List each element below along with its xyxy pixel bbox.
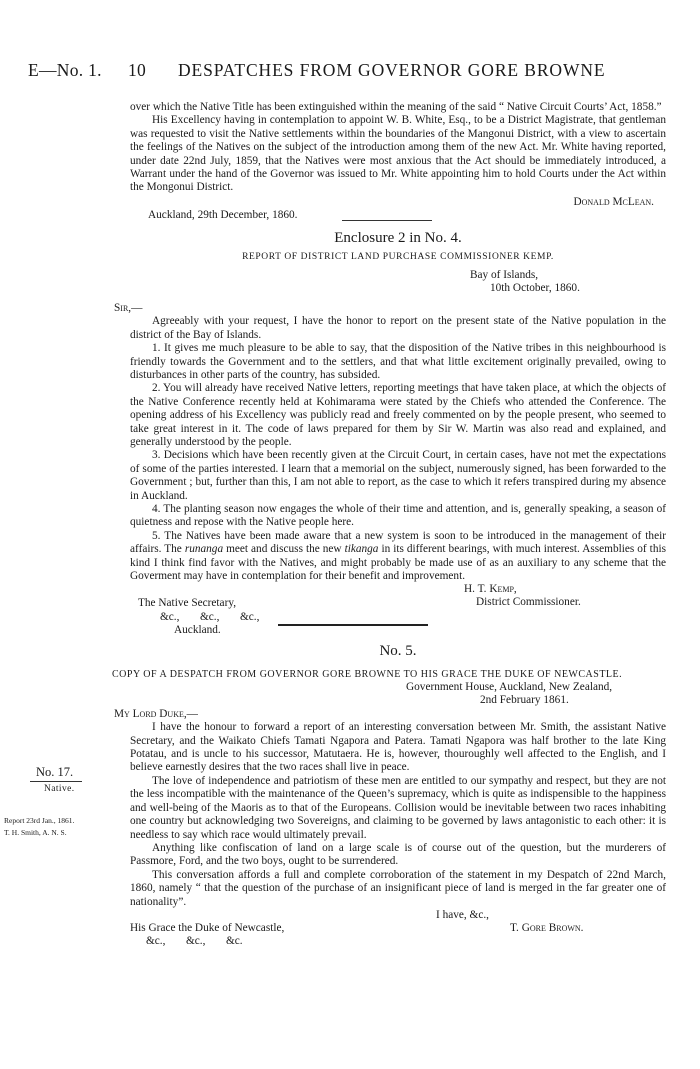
despatch-signature-row	[130, 922, 666, 935]
report-item-3: 3. Decisions which have been recently given at the Circuit Court, in certain cases, have not met the expectations of some of the parties interested. I learn that a memorial on the subject, numerously signed, has been forwarded to the Government ; but, further than this, I am not able to report, as the case to which it refers transpired during my absence in Auckland.	[130, 449, 666, 502]
report-title: REPORT OF DISTRICT LAND PURCHASE COMMISSIONER KEMP.	[242, 251, 554, 262]
paragraph-continuation: over which the Native Title has been extinguished within the meaning of the said “ Native Circuit Courts’ Act, 1858.”	[130, 101, 662, 113]
signature-gore-brown: T. Gore Brown.	[510, 922, 584, 935]
etc-2: &c.,	[200, 610, 220, 623]
running-title: DESPATCHES FROM GOVERNOR GORE BROWNE	[178, 60, 606, 80]
report-salutation: Sir,—	[114, 301, 143, 314]
report-item-4: 4. The planting season now engages the whole of their time and attention, and is, generally speaking, a season of quietness and repose with the Native people here.	[130, 502, 666, 529]
despatch-paragraph-3: Anything like confiscation of land on a large scale is of course out of the question, but the murderers of Passmore, Ford, and the two boys, ought to be surrendered.	[130, 841, 666, 868]
despatch-closing: I have, &c.,	[436, 908, 490, 921]
etc-1: &c.,	[160, 610, 180, 623]
despatch-salutation: My Lord Duke,—	[114, 707, 198, 720]
term-runanga: runanga	[184, 543, 224, 556]
item-5-text-c: in its different bearings, with much interest. Assemblies of this kind I think find favor with the Natives, and might probably be made use of as an auxiliary to any scheme that the Goverment may have in contemplation for their benefit and improvement.	[130, 543, 667, 582]
enclosure-title: Enclosure 2 in No. 4.	[334, 229, 462, 246]
item-5-text-b: meet and discuss the new	[223, 543, 345, 556]
addressee-etc	[160, 611, 666, 624]
report-item-5	[130, 530, 666, 584]
report-place: Bay of Islands,	[470, 269, 539, 282]
despatch-copy-title: COPY OF A DESPATCH FROM GOVERNOR GORE BROWNE TO HIS GRACE THE DUKE OF NEWCASTLE.	[112, 668, 623, 680]
etc-3: &c.	[226, 935, 243, 948]
document-number: E—No. 1.	[28, 60, 102, 80]
signature-kemp: H. T. Kemp,	[464, 583, 517, 596]
despatch-number: No. 5.	[379, 642, 417, 659]
addressee-duke: His Grace the Duke of Newcastle,	[130, 922, 285, 935]
report-intro: Agreeably with your request, I have the honor to report on the present state of the Native population in the district of the Bay of Islands.	[130, 315, 666, 341]
addressee-duke-etc	[146, 935, 666, 948]
item-5-text-a: 5. The Natives have been made aware that a new system is soon to be introduced in the management of their affairs. The	[130, 529, 666, 556]
margin-note-category: Native.	[44, 784, 75, 794]
report-item-1: 1. It gives me much pleasure to be able to say, that the disposition of the Native tribes in this neighbourhood is friendly towards the Government and to the settlers, and that what little excitement originally prevailed, owing to disturbances in other parts of the country, has subsided.	[130, 342, 666, 381]
addressee-native-secretary: The Native Secretary,	[138, 597, 237, 610]
etc-1: &c.,	[146, 935, 166, 948]
kemp-signature-block	[130, 583, 666, 610]
despatch-paragraph-2: The love of independence and patriotism of these men are entitled to our sympathy and respect, but they are not the less incompatible with the maintenance of the Queen’s supremacy, which is quite as indispensible to the happiness and well-being of the Maoris as to that of the Europeans. Collision would be inevitable between two races inhabiting one country but acknowledging two Sovereigns, and claiming to be governed by laws antagonistic to each other: it is needless to say which race would ultimately prevail.	[130, 774, 666, 841]
despatch-date: 2nd February 1861.	[480, 694, 569, 707]
margin-note-number: No. 17.	[36, 765, 74, 779]
page-number: 10	[128, 60, 147, 80]
dateline-auckland: Auckland, 29th December, 1860.	[148, 209, 298, 222]
signature-kemp-title: District Commissioner.	[476, 596, 581, 609]
report-item-2: 2. You will already have received Native letters, reporting meetings that have taken place, at which the objects of the Native Conference recently held at Kohimarama were stated by the Chiefs who attended the Conference. The opening address of his Excellency was publicly read and freely commented on by the people present, who seemed to take great interest in it. The code of laws prepared for them by Sir W. Martin was also read and explained, and generally understood by the people.	[130, 382, 666, 448]
term-tikanga: tikanga	[344, 543, 379, 556]
section-divider	[342, 220, 432, 221]
despatch-paragraph-4: This conversation affords a full and complete corroboration of the statement in my Despatch of 22nd March, 1860, namely “ that the question of the purchase of an insignificant piece of land is merged in the far greater one of nationality”.	[130, 868, 666, 908]
etc-3: &c.,	[240, 610, 260, 623]
despatch-place: Government House, Auckland, New Zealand,	[406, 681, 613, 694]
section-divider-thick	[278, 624, 428, 626]
margin-note-report-author: T. H. Smith, A. N. S.	[4, 828, 67, 837]
running-header	[28, 60, 678, 86]
report-date: 10th October, 1860.	[490, 282, 580, 295]
signature-mclean: Donald McLean.	[573, 195, 654, 208]
margin-note-rule	[30, 781, 82, 782]
etc-2: &c.,	[186, 935, 206, 948]
page-body	[112, 101, 667, 949]
despatch-paragraph-1: I have the honour to forward a report of an interesting conversation between Mr. Smith, the assistant Native Secretary, and the Waikato Chiefs Tamati Ngapora and Patera. Tamati Ngapora was half brother to the late King Potatau, and is uncle to his successor, Matutaera. He is, however, thouroughly well affected to the English, and I believe earnestly desires that the two races shall live in peace.	[130, 721, 666, 774]
addressee-city: Auckland.	[174, 624, 221, 637]
margin-note-report-date: Report 23rd Jan., 1861.	[4, 816, 75, 825]
paragraph-white-appointment: His Excellency having in contemplation to appoint W. B. White, Esq., to be a District Magistrate, that gentleman was requested to visit the Native settlements within the boundaries of the Mangonui District, with a view to ascertain the feelings of the Natives on the subject of the introduction among them of the new Act. Mr. White having reported, under date 22nd July, 1859, that the Natives were most anxious that the Act should be immediately introduced, a Warrant under the hand of the Governor was issued to Mr. White appointing him to hold Courts under the Act within the Mongonui District.	[130, 114, 666, 194]
